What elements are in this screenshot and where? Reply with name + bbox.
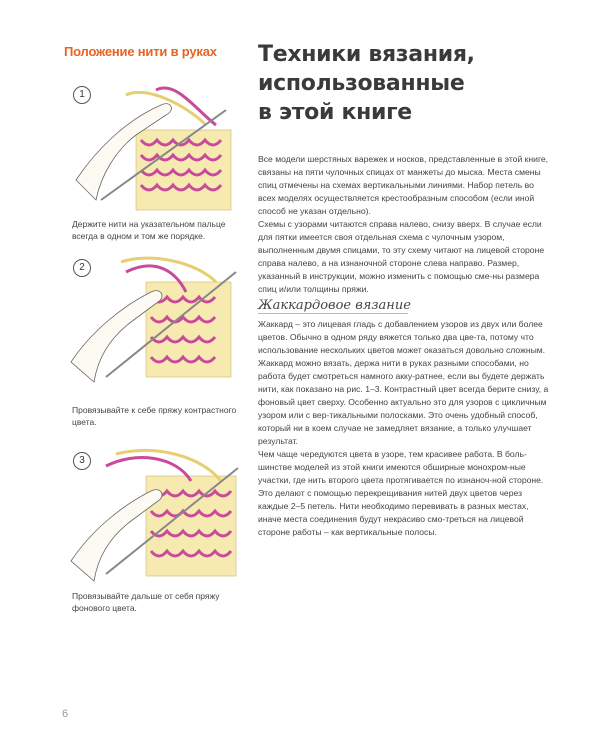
caption-1: Держите нити на указательном пальце всегда в одном и том же порядке. [72, 219, 226, 241]
illustration-3 [66, 446, 246, 586]
step-number-1: 1 [73, 86, 91, 104]
title-line-3: в этой книге [258, 100, 412, 125]
caption-3: Провязывайте дальше от себя пряжу фонового цвета. [72, 591, 220, 613]
jacquard-paragraph-2: Чем чаще чередуются цвета в узоре, тем красивее работа. В боль-шинстве моделей из этой книги имеются обширные монохром-ные участки, где нить второго цвета протягивается по изнаноч-ной стороне. Это делают с помощью перекрещивания нитей двух цветов через каждые 2–5 петель. Нити необходимо перевивать в разных местах, иначе места соединения будут некрасиво смо-треться на лицевой стороне работы – как вертикальные полосы. [258, 449, 544, 537]
illustration-1 [66, 80, 246, 220]
jacquard-subheading: Жаккардовое вязание [258, 298, 411, 313]
jacquard-paragraph-1: Жаккард – это лицевая гладь с добавлением узоров из двух или более цветов. Обычно в одном ряду вяжется только два цве-та, потому что использование нескольких цветов может оказаться довольно сложным. Жаккард можно вязать, держа нити в руках разными способами, но работа будет смотреться намного акку-ратнее, если вы будете держать нити, как показано на рис. 1–3. Контрастный цвет всегда берите снизу, а фоновый цвет сверху. Особенно актуально это для узоров с цикличным узором или с вер-тикальными полосками. Это очень удобный способ, который ни в коем случае не замедляет вязание, а только улучшает результат. [258, 319, 549, 446]
intro-paragraph-1: Все модели шерстяных варежек и носков, представленные в этой книге, связаны на пяти чулочных спицах от манжеты до мыска. Места смены спиц отмечены на схемах вертикальными линиями. Набор петель во всех моделях осуществляется крестообразным способом (если иной способ не указан отдельно). [258, 154, 549, 216]
page-title [258, 40, 558, 127]
intro-paragraph-2: Схемы с узорами читаются справа налево, снизу вверх. В случае если для пятки имеется своя отдельная схема с чулочным узором, выполненным двумя спицами, то эту схему читают на лицевой стороне справа налево, а на изнаночной стороне слева направо. Размер, указанный в инструкции, можно изменить с помощью сме-ны размера спиц и/или толщины пряжи. [258, 219, 545, 294]
title-line-1: Техники вязания, [258, 42, 475, 67]
subheading-underline [258, 313, 408, 314]
caption-2: Провязывайте к себе пряжу контрастного цвета. [72, 405, 237, 427]
page-number: 6 [62, 708, 69, 720]
intro-text [258, 153, 550, 296]
section-heading: Положение нити в руках [64, 44, 217, 59]
step-number-2: 2 [73, 259, 91, 277]
title-line-2: использованные [258, 71, 465, 96]
step-number-3: 3 [73, 452, 91, 470]
illustration-2 [66, 252, 246, 392]
jacquard-text [258, 318, 550, 539]
